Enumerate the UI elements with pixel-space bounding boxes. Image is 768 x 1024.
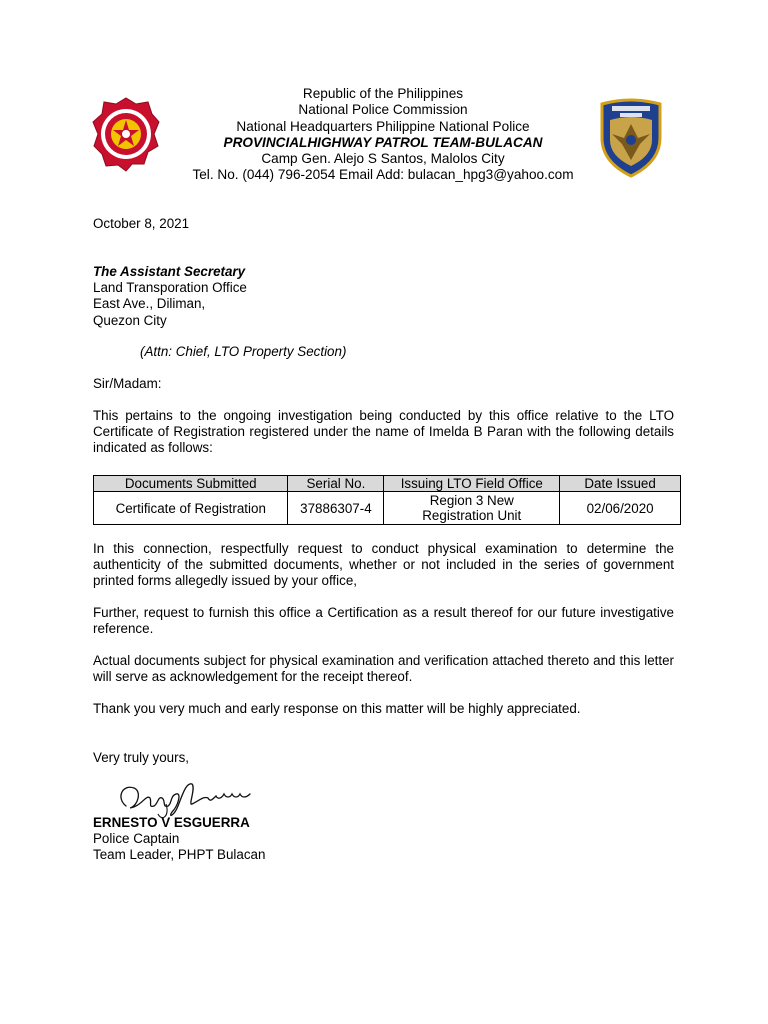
signer-name: ERNESTO V ESGUERRA [93, 815, 250, 830]
header-line-contact: Tel. No. (044) 796-2054 Email Add: bulacan_hpg3@yahoo.com [192, 167, 574, 183]
cell-field-office: Region 3 New Registration Unit [384, 492, 560, 525]
paragraph-request-certification: Further, request to furnish this office a Certification as a result thereof for our future investigative reference. [93, 605, 674, 637]
header-line-pnp: National Headquarters Philippine National Police [236, 118, 530, 134]
closing-line: Very truly yours, [93, 750, 189, 765]
signer-position: Team Leader, PHPT Bulacan [93, 847, 266, 863]
table-row [94, 492, 681, 525]
header-line-republic: Republic of the Philippines [302, 86, 464, 101]
cell-document: Certificate of Registration [94, 492, 288, 525]
signature-block [93, 815, 265, 864]
recipient-office: Land Transporation Office [93, 280, 247, 296]
signer-rank: Police Captain [93, 831, 180, 847]
recipient-city: Quezon City [93, 312, 167, 328]
attention-line: (Attn: Chief, LTO Property Section) [140, 344, 347, 359]
salutation: Sir/Madam: [93, 376, 162, 391]
letter-date: October 8, 2021 [93, 216, 190, 231]
header-line-unit: PROVINCIALHIGHWAY PATROL TEAM-BULACAN [223, 134, 543, 150]
paragraph-intro: This pertains to the ongoing investigation being conducted by this office relative to the LTO Certificate of Registration registered under the name of Imelda B Paran with the following details indicated as follows: [93, 408, 674, 456]
column-header-documents: Documents Submitted [94, 476, 288, 492]
cell-date-issued: 02/06/2020 [560, 492, 681, 525]
documents-table [93, 475, 681, 525]
column-header-serial: Serial No. [288, 476, 384, 492]
letterhead [150, 86, 616, 184]
table-header-row [94, 476, 681, 492]
cell-serial: 37886307-4 [288, 492, 384, 525]
column-header-field-office: Issuing LTO Field Office [384, 476, 560, 492]
recipient-name: The Assistant Secretary [93, 264, 246, 279]
column-header-date-issued: Date Issued [560, 476, 681, 492]
recipient-address [93, 264, 247, 329]
paragraph-thanks: Thank you very much and early response on this matter will be highly appreciated. [93, 701, 581, 716]
header-line-napolcom: National Police Commission [298, 102, 468, 118]
recipient-street: East Ave., Diliman, [93, 296, 206, 312]
header-line-address: Camp Gen. Alejo S Santos, Malolos City [261, 151, 505, 167]
paragraph-documents-attached: Actual documents subject for physical examination and verification attached thereto and this letter will serve as acknowledgement for the receipt thereof. [93, 653, 674, 685]
paragraph-request-examination: In this connection, respectfully request to conduct physical examination to determine the authenticity of the submitted documents, whether or not included in the series of government printed forms allegedly issued by your office, [93, 541, 674, 589]
